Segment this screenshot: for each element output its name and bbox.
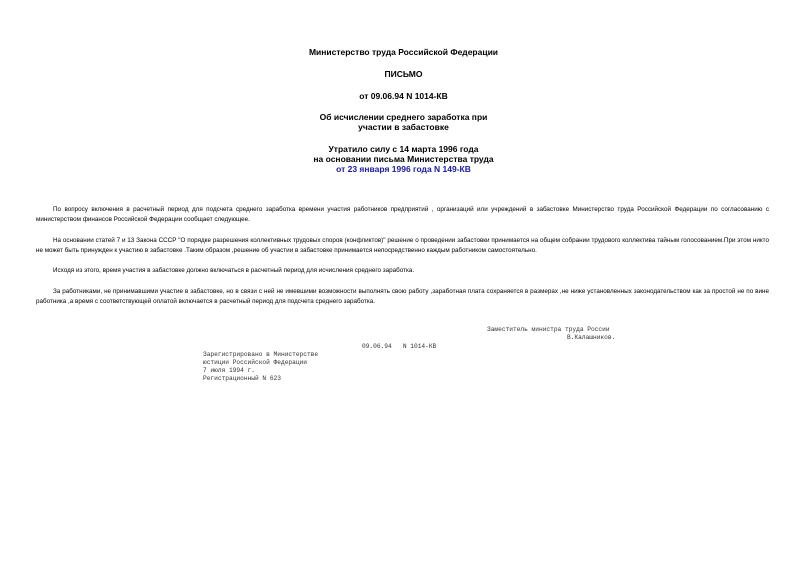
signature-position: Заместитель министра труда России [487,326,610,333]
body-paragraph-2 [36,236,769,256]
body-paragraph-3-text: Исходя из этого, время участия в забастовке должно включаться в расчетный период для исчисления среднего заработка. [53,267,415,274]
document-date-number: от 09.06.94 N 1014-КВ [359,91,448,101]
subject-line-1: Об исчислении среднего заработка при [319,112,488,122]
registration-line: Регистрационный N 623 [203,375,281,382]
body-paragraph-4 [36,287,769,307]
repeal-letter-link[interactable]: от 23 января 1996 года N 149-КВ [336,164,471,174]
registration-line: 7 июля 1994 г. [203,367,255,374]
document-type: ПИСЬМО [384,69,423,79]
body-paragraph-4-text: За работниками, не принимавшими участие в забастовке, но в связи с ней не имевшими возможности выполнять свою работу ,заработная плата сохраняется в размерах ,не ниже установленных законодательством как за простой не по вине работника ,а время с соответствующей оплатой включается в расчетный период для подсчета среднего заработка. [36,288,769,305]
subject-line-2: участии в забастовке [358,122,449,132]
status-line-1: Утратило силу с 14 марта 1996 года [328,144,479,154]
registration-line: Зарегистрировано в Министерстве [203,351,319,358]
body-paragraph-1-text: По вопросу включения в расчетный период для подсчета среднего заработка времени участия работников предприятий , организаций или учреждений в забастовке Министерство труда Российской Федерации по согласованию с министерством финансов Российской Федерации сообщает следующее. [36,206,769,223]
body-paragraph-3 [36,266,769,276]
registration-line: юстиции Российской Федерации [203,359,307,366]
body-paragraph-2-text: На основании статей 7 и 13 Закона СССР "О порядке разрешения коллективных трудовых споров (конфликтов)" решение о проведении забастовки принимается на общем собрании трудового коллектива тайным голосованием.При этом никто не может быть принужден к участию в забастовке .Таким образом ,решение об участии в забастовке принимается непосредственно каждым работником самостоятельно. [36,237,769,254]
status-line-2: на основании письма Министерства труда [313,154,494,164]
footer-date-number: 09.06.94 N 1014-КВ [362,343,437,350]
signature-name: В.Калашников. [567,334,616,341]
ministry-title: Министерство труда Российской Федерации [308,47,499,57]
body-paragraph-1 [36,205,769,225]
